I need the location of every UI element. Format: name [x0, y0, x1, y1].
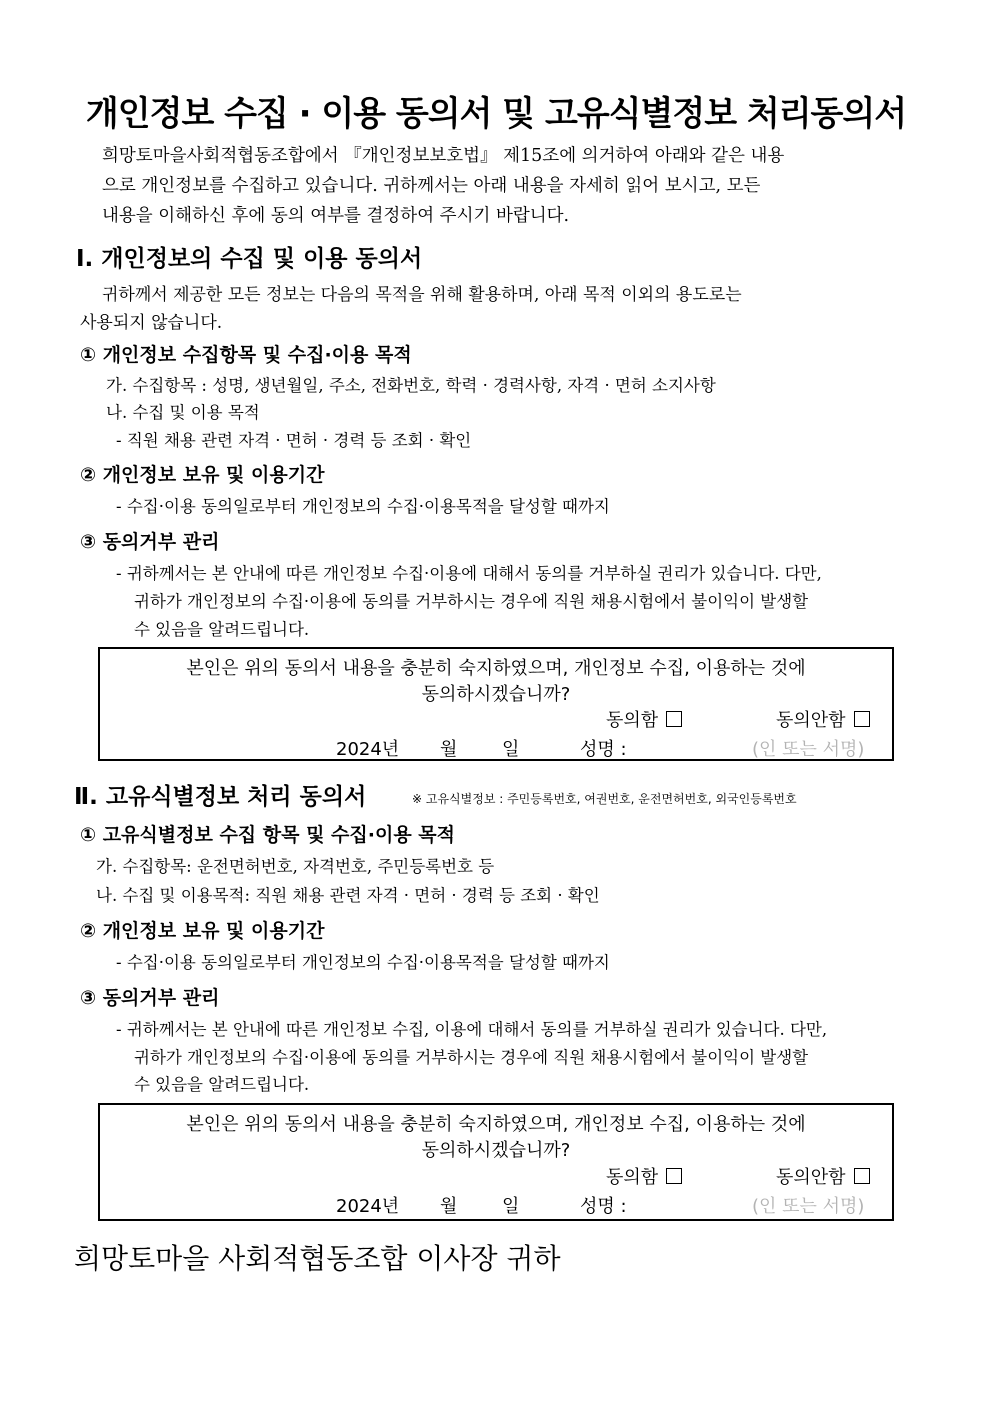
signature-label: 성명 :: [580, 1196, 627, 1217]
disagree-checkbox[interactable]: [776, 706, 870, 732]
date-day: 일: [502, 1196, 520, 1217]
section1-item3-line-2: 귀하가 개인정보의 수집·이용에 동의를 거부하시는 경우에 직원 채용시험에서 불이익이 발생할: [134, 592, 809, 611]
section1-lead-2: 사용되지 않습니다.: [80, 313, 223, 333]
section1-item2-a: - 수집·이용 동의일로부터 개인정보의 수집·이용목적을 달성할 때까지: [116, 497, 610, 516]
section1-consent-box: [98, 647, 894, 761]
section1-heading: Ⅰ. 개인정보의 수집 및 이용 동의서: [76, 246, 423, 272]
consent-question-line-1: 본인은 위의 동의서 내용을 충분히 숙지하였으며, 개인정보 수집, 이용하는 것에: [186, 658, 806, 679]
section2-item3-line-3: 수 있음을 알려드립니다.: [134, 1075, 310, 1094]
section2-item3-line-1: - 귀하께서는 본 안내에 따른 개인정보 수집, 이용에 대해서 동의를 거부하실 권리가 있습니다. 다만,: [116, 1020, 828, 1039]
section2-item2-a: - 수집·이용 동의일로부터 개인정보의 수집·이용목적을 달성할 때까지: [116, 953, 610, 972]
agree-checkbox[interactable]: [606, 706, 682, 732]
intro-line-1: 희망토마을사회적협동조합에서 『개인정보보호법』 제15조에 의거하여 아래와 같은 내용: [102, 146, 785, 166]
agree-label: 동의함: [606, 710, 659, 731]
section1-item1-heading: ① 개인정보 수집항목 및 수집·이용 목적: [80, 344, 412, 366]
agree-label: 동의함: [606, 1167, 659, 1188]
date-year: 2024년: [336, 1196, 400, 1217]
section1-item2-heading: ② 개인정보 보유 및 이용기간: [80, 464, 325, 486]
disagree-label: 동의안함: [776, 710, 846, 731]
page-title: 개인정보 수집 · 이용 동의서 및 고유식별정보 처리동의서: [85, 94, 907, 134]
section2-item1-b: 나. 수집 및 이용목적: 직원 채용 관련 자격 · 면허 · 경력 등 조회 · 확인: [96, 886, 600, 905]
section1-item3-line-1: - 귀하께서는 본 안내에 따른 개인정보 수집·이용에 대해서 동의를 거부하실 권리가 있습니다. 다만,: [116, 564, 822, 583]
agree-checkbox[interactable]: [606, 1163, 682, 1189]
disagree-label: 동의안함: [776, 1167, 846, 1188]
disagree-checkbox[interactable]: [776, 1163, 870, 1189]
date-month: 월: [440, 1196, 458, 1217]
intro-line-3: 내용을 이해하신 후에 동의 여부를 결정하여 주시기 바랍니다.: [102, 206, 570, 226]
section2-item2-heading: ② 개인정보 보유 및 이용기간: [80, 920, 325, 942]
section1-item1-a: 가. 수집항목 : 성명, 생년월일, 주소, 전화번호, 학력 · 경력사항, 자격 · 면허 소지사항: [106, 376, 716, 395]
consent-question-line-2: 동의하시겠습니까?: [421, 1140, 571, 1161]
section1-lead-1: 귀하께서 제공한 모든 정보는 다음의 목적을 위해 활용하며, 아래 목적 이외의 용도로는: [102, 285, 742, 305]
checkbox-square-icon: [666, 1168, 682, 1184]
checkbox-square-icon: [854, 711, 870, 727]
date-year: 2024년: [336, 739, 400, 760]
closing-recipient: 희망토마을 사회적협동조합 이사장 귀하: [74, 1242, 561, 1275]
date-month: 월: [440, 739, 458, 760]
signature-label: 성명 :: [580, 739, 627, 760]
section1-item1-c: - 직원 채용 관련 자격 · 면허 · 경력 등 조회 · 확인: [116, 431, 472, 450]
section2-heading: Ⅱ. 고유식별정보 처리 동의서: [74, 784, 367, 810]
signature-field[interactable]: (인 또는 서명): [752, 1196, 865, 1217]
section2-item1-a: 가. 수집항목: 운전면허번호, 자격번호, 주민등록번호 등: [96, 857, 495, 876]
consent-question-line-2: 동의하시겠습니까?: [421, 684, 571, 705]
section1-item3-line-3: 수 있음을 알려드립니다.: [134, 620, 310, 639]
date-day: 일: [502, 739, 520, 760]
checkbox-square-icon: [854, 1168, 870, 1184]
consent-question-line-1: 본인은 위의 동의서 내용을 충분히 숙지하였으며, 개인정보 수집, 이용하는 것에: [186, 1114, 806, 1135]
signature-field[interactable]: (인 또는 서명): [752, 739, 865, 760]
section2-item3-heading: ③ 동의거부 관리: [80, 987, 220, 1009]
section1-item1-b: 나. 수집 및 이용 목적: [106, 403, 260, 422]
section1-item3-heading: ③ 동의거부 관리: [80, 531, 220, 553]
intro-line-2: 으로 개인정보를 수집하고 있습니다. 귀하께서는 아래 내용을 자세히 읽어 보시고, 모든: [102, 176, 761, 196]
section2-consent-box: [98, 1103, 894, 1221]
section2-item3-line-2: 귀하가 개인정보의 수집·이용에 동의를 거부하시는 경우에 직원 채용시험에서 불이익이 발생할: [134, 1048, 809, 1067]
section2-item1-heading: ① 고유식별정보 수집 항목 및 수집·이용 목적: [80, 824, 456, 846]
checkbox-square-icon: [666, 711, 682, 727]
section2-note: ※ 고유식별정보 : 주민등록번호, 여권번호, 운전면허번호, 외국인등록번호: [412, 792, 797, 806]
